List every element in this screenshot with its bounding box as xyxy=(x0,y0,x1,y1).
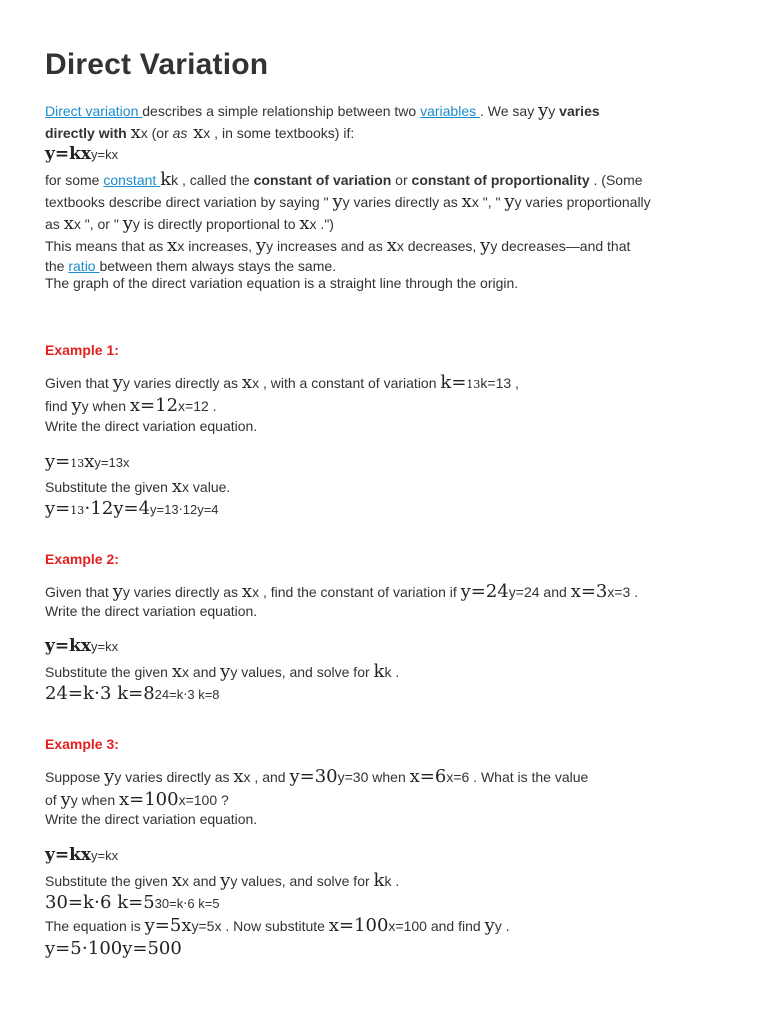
example-3-heading: Example 3: xyxy=(45,736,119,752)
ex3-line-5 xyxy=(45,871,399,891)
intro-text: y varies proportionally xyxy=(514,194,651,210)
ex-text: x=12 . xyxy=(178,398,217,414)
ex1-line-4 xyxy=(45,452,129,473)
ex2-line-1 xyxy=(45,582,638,602)
math-fraction: 13 xyxy=(70,504,85,517)
ex-text: x=6 . What is the value xyxy=(446,769,589,785)
math-symbol: y xyxy=(112,581,123,602)
math-text: y=kx xyxy=(91,147,119,162)
intro-text: x ", or " xyxy=(73,216,123,232)
ex-text: y=24 and xyxy=(508,584,571,600)
ex-text: The equation is xyxy=(45,918,145,934)
intro-text: x , in some textbooks) if: xyxy=(203,125,355,141)
intro-text: x decreases, xyxy=(396,238,481,254)
intro-line-2 xyxy=(45,123,354,143)
math-symbol: k xyxy=(160,169,172,190)
math-equation: y= xyxy=(45,451,71,472)
ex-text: x , with a constant of variation xyxy=(252,375,441,391)
ex1-line-6 xyxy=(45,499,219,520)
intro-line-3 xyxy=(45,145,118,164)
ex-text: Substitute the given xyxy=(45,873,172,889)
math-symbol: x xyxy=(171,870,183,891)
math-symbol: y xyxy=(60,789,71,810)
intro-text: or xyxy=(391,172,412,188)
ex2-line-2: Write the direct variation equation. xyxy=(45,603,258,619)
math-symbol: x xyxy=(63,213,74,234)
intro-line-5 xyxy=(45,192,651,212)
ex3-line-4 xyxy=(45,846,118,865)
intro-text: . We say xyxy=(480,103,539,119)
ex-text: find xyxy=(45,398,72,414)
math-equation: y= xyxy=(45,498,71,519)
math-symbol: k xyxy=(373,870,385,891)
math-symbol: y xyxy=(484,915,495,936)
ex3-line-8 xyxy=(45,939,182,959)
ex-text: of xyxy=(45,792,61,808)
intro-line-1 xyxy=(45,101,600,121)
math-symbol: y xyxy=(504,191,515,212)
math-symbol: y xyxy=(538,100,549,121)
math-symbol: k xyxy=(373,661,385,682)
math-symbol: y xyxy=(480,235,491,256)
math-fraction: 13 xyxy=(70,457,85,470)
math-equation: y=24 xyxy=(460,581,509,602)
ex2-line-5 xyxy=(45,684,220,704)
math-text: y=kx xyxy=(91,848,119,863)
math-symbol: y xyxy=(220,870,231,891)
intro-text: for some xyxy=(45,172,104,188)
math-equation: x=6 xyxy=(409,766,447,787)
math-symbol: y xyxy=(255,235,267,256)
intro-line-4 xyxy=(45,170,643,190)
math-symbol: y xyxy=(332,191,343,212)
ex-text: k=13 , xyxy=(480,375,519,391)
intro-text: x (or xyxy=(140,125,173,141)
math-text: y=13⋅12y=4 xyxy=(150,502,219,517)
math-equation: y=5⋅100y=500 xyxy=(45,938,182,959)
ex-text: y when xyxy=(81,398,130,414)
ex1-line-1 xyxy=(45,373,519,394)
intro-text: k , called the xyxy=(171,172,254,188)
intro-text: x increases, xyxy=(177,238,256,254)
math-symbol: x xyxy=(187,122,204,143)
math-symbol: x xyxy=(299,213,310,234)
ex-text: k . xyxy=(384,873,400,889)
math-equation: y=kx xyxy=(45,144,92,164)
math-symbol: y xyxy=(71,395,82,416)
ex-text: y=30 when xyxy=(337,769,410,785)
ex-text: x , find the constant of variation if xyxy=(252,584,461,600)
intro-bold: constant of proportionality xyxy=(411,172,590,188)
math-equation: x=100 xyxy=(119,789,179,810)
math-text: y=13x xyxy=(94,455,130,470)
ex-text: Suppose xyxy=(45,769,105,785)
intro-text: the xyxy=(45,258,69,274)
math-equation: x=12 xyxy=(129,395,179,416)
ex-text: y . xyxy=(494,918,510,934)
math-equation: y=kx xyxy=(45,845,92,865)
ex1-line-3: Write the direct variation equation. xyxy=(45,418,258,434)
ex-text: y varies directly as xyxy=(122,584,242,600)
intro-text: between them always stays the same. xyxy=(99,258,337,274)
ex-text: y varies directly as xyxy=(122,375,242,391)
math-equation: ⋅12 xyxy=(84,498,114,519)
math-text: 30=k⋅6 k=5 xyxy=(154,896,220,911)
math-fraction: 13 xyxy=(466,378,481,391)
math-equation: y=5x xyxy=(144,915,192,936)
math-symbol: x xyxy=(461,191,472,212)
math-symbol: y xyxy=(112,372,123,393)
intro-line-6 xyxy=(45,214,334,234)
intro-text: . (Some xyxy=(589,172,643,188)
math-equation: x=3 xyxy=(570,581,608,602)
intro-italic: as xyxy=(172,125,188,141)
math-symbol: y xyxy=(220,661,231,682)
ex-text: y=5x . Now substitute xyxy=(191,918,329,934)
intro-line-7 xyxy=(45,236,630,256)
intro-line-9: The graph of the direct variation equation is a straight line through the origin. xyxy=(45,275,519,291)
link-direct-variation[interactable]: Direct variation xyxy=(45,103,143,119)
ex-text: x value. xyxy=(182,479,231,495)
ex-text: x and xyxy=(182,873,221,889)
intro-text: This means that as xyxy=(45,238,168,254)
ex-text: Given that xyxy=(45,375,113,391)
link-variables[interactable]: variables xyxy=(420,103,480,119)
ex-text: x=3 . xyxy=(607,584,639,600)
ex-text: x , and xyxy=(243,769,290,785)
intro-text: x .") xyxy=(309,216,334,232)
math-text: 24=k⋅3 k=8 xyxy=(154,687,220,702)
ex3-line-1 xyxy=(45,767,588,787)
intro-text: textbooks describe direct variation by saying " xyxy=(45,194,333,210)
ex2-line-3 xyxy=(45,637,118,656)
example-2-heading: Example 2: xyxy=(45,551,119,567)
math-equation: y=kx xyxy=(45,636,92,656)
math-symbol: x xyxy=(84,451,95,472)
math-symbol: y xyxy=(122,213,133,234)
math-symbol: x xyxy=(386,235,397,256)
ex-text: Substitute the given xyxy=(45,664,172,680)
ex-text: k . xyxy=(384,664,400,680)
math-text: y=kx xyxy=(91,639,119,654)
ex3-line-3: Write the direct variation equation. xyxy=(45,811,258,827)
intro-bold: varies xyxy=(559,103,600,119)
ex3-line-2 xyxy=(45,790,229,810)
math-equation: 24=k⋅3 k=8 xyxy=(45,683,155,704)
math-equation: x=100 xyxy=(328,915,389,936)
ex3-line-6 xyxy=(45,893,220,913)
math-symbol: y xyxy=(104,766,115,787)
math-symbol: x xyxy=(171,661,183,682)
math-symbol: x xyxy=(167,235,178,256)
math-symbol: x xyxy=(130,122,141,143)
intro-text: x ", " xyxy=(471,194,505,210)
ex-text: y values, and solve for xyxy=(230,664,374,680)
ex-text: x=100 and find xyxy=(388,918,485,934)
ex1-line-5 xyxy=(45,477,230,497)
math-symbol: x xyxy=(241,581,253,602)
page-title: Direct Variation xyxy=(45,48,269,81)
math-symbol: x xyxy=(241,372,253,393)
intro-bold: directly with xyxy=(45,125,131,141)
intro-bold: constant of variation xyxy=(253,172,392,188)
link-constant[interactable]: constant xyxy=(103,172,161,188)
intro-text: y decreases—and that xyxy=(490,238,631,254)
math-equation: k= xyxy=(440,372,467,393)
example-1-heading: Example 1: xyxy=(45,342,119,358)
math-equation: y=4 xyxy=(113,498,151,519)
intro-text: describes a simple relationship between two xyxy=(142,103,421,119)
ex-text: y varies directly as xyxy=(114,769,234,785)
intro-text: y increases and as xyxy=(266,238,387,254)
math-symbol: x xyxy=(233,766,244,787)
math-equation: y=30 xyxy=(289,766,338,787)
ex-text: Given that xyxy=(45,584,113,600)
ex1-line-2 xyxy=(45,396,217,416)
intro-text: y xyxy=(548,103,560,119)
ex-text: y when xyxy=(70,792,119,808)
ex3-line-7 xyxy=(45,916,510,936)
intro-text: as xyxy=(45,216,64,232)
intro-text: y is directly proportional to xyxy=(132,216,300,232)
ex2-line-4 xyxy=(45,662,399,682)
intro-text: y varies directly as xyxy=(342,194,462,210)
ex-text: Substitute the given xyxy=(45,479,172,495)
ex-text: x and xyxy=(182,664,221,680)
link-ratio[interactable]: ratio xyxy=(68,258,100,274)
ex-text: x=100 ? xyxy=(178,792,229,808)
ex-text: y values, and solve for xyxy=(230,873,374,889)
math-symbol: x xyxy=(171,476,183,497)
math-equation: 30=k⋅6 k=5 xyxy=(45,892,155,913)
